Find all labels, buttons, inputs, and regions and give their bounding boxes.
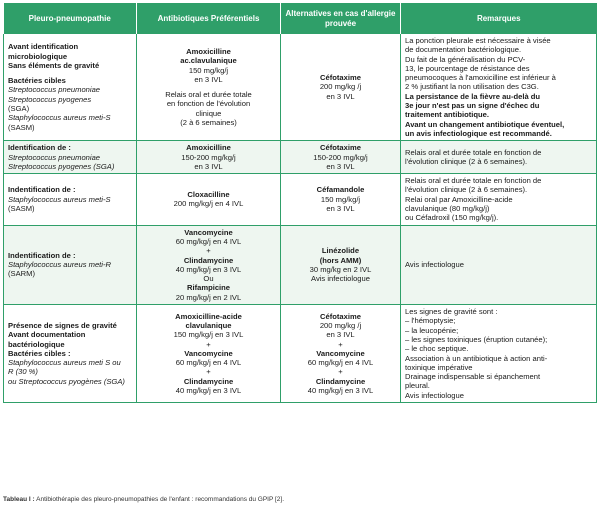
cell-text-line: (hors AMM) bbox=[319, 255, 362, 265]
cell-text-line: (SARM) bbox=[8, 269, 35, 279]
cell-text-line: Avant documentation bbox=[8, 330, 86, 340]
cell-text-line: 200 mg/kg/j en 4 IVL bbox=[173, 199, 244, 209]
cell-text-line: clavulanique bbox=[185, 320, 232, 330]
cell-text-line: microbiologique bbox=[8, 51, 68, 61]
alternative-antibiotic-cell bbox=[281, 174, 401, 225]
cell-text-line: Indentification de : bbox=[8, 250, 76, 260]
cell-text-line: pneumocoques à l'amoxicilline est inférieur à bbox=[405, 73, 556, 83]
cell-text-line: Staphylococcus aureus meti-R bbox=[8, 260, 111, 270]
cell-text-line: Rifampicine bbox=[186, 283, 231, 293]
cell-text-line: Relais oral et durée totale en fonction de bbox=[405, 176, 542, 186]
alternative-antibiotic-cell bbox=[281, 141, 401, 174]
cell-text-line: en 3 IVL bbox=[326, 330, 355, 340]
cell-text-line: 30 mg/kg en 2 IVL bbox=[309, 264, 372, 274]
cell-text-line: 200 mg/kg /j bbox=[319, 82, 362, 92]
cell-text-line: 150 mg/kg/j bbox=[320, 194, 361, 204]
cell-text-line: Staphylococcus aureus meti S ou bbox=[8, 358, 121, 368]
pathology-cell bbox=[4, 34, 137, 141]
cell-text-line: en 3 IVL bbox=[326, 204, 355, 214]
cell-text-line: 3e jour n'est pas un signe d'échec du bbox=[405, 101, 540, 111]
cell-text-line: 150-200 mg/kg/j bbox=[181, 152, 236, 162]
cell-text-line: Clindamycine bbox=[315, 376, 366, 386]
cell-text-line: – l'hémoptysie; bbox=[405, 316, 456, 326]
cell-text-line: + bbox=[338, 367, 343, 377]
cell-text-line: Avant identification bbox=[8, 42, 79, 52]
cell-text-line: + bbox=[206, 246, 211, 256]
cell-text-line: Avis infectiologue bbox=[405, 390, 464, 400]
cell-text-line: Linézolide bbox=[321, 246, 360, 256]
cell-text-line: Avant un changement antibiotique éventuel, bbox=[405, 119, 565, 129]
cell-text-line: 13, le pourcentage de résistance des bbox=[405, 63, 530, 73]
cell-text-line: Ou bbox=[203, 274, 214, 284]
preferred-antibiotic-cell bbox=[137, 174, 281, 225]
cell-text-line: ou Streptococcus pyogènes (SGA) bbox=[8, 376, 125, 386]
remarks-cell bbox=[401, 34, 597, 141]
table-row bbox=[4, 225, 597, 304]
cell-text-line: 20 mg/kg/j en 2 IVL bbox=[175, 292, 242, 302]
cell-text-line: Staphylococcus aureus meti-S bbox=[8, 113, 111, 123]
cell-text-line: de documentation bactériologique. bbox=[405, 45, 522, 55]
cell-text-line: Clindamycine bbox=[183, 376, 234, 386]
cell-text-line: Clindamycine bbox=[183, 255, 234, 265]
cell-text-line: Relais oral et durée totale bbox=[165, 90, 252, 100]
cell-text-line: 150-200 mg/kg/j bbox=[313, 152, 368, 162]
remarks-cell bbox=[401, 141, 597, 174]
cell-text-line: Avis infectiologue bbox=[405, 260, 464, 270]
cell-text-line: Association à un antibiotique à action anti- bbox=[405, 353, 548, 363]
cell-text-line: 2 % justifiant la non utilisation des C3G. bbox=[405, 82, 539, 92]
cell-text-line: + bbox=[206, 339, 211, 349]
cell-text-line: R (30 %) bbox=[8, 367, 38, 377]
cell-text-line: + bbox=[206, 367, 211, 377]
cell-text-line: en fonction de l'évolution bbox=[166, 99, 251, 109]
table-row bbox=[4, 34, 597, 141]
caption-text: Antibiothérapie des pleuro-pneumopathies de l'enfant : recommandations du GPIP [2]. bbox=[34, 496, 285, 503]
alternative-antibiotic-cell bbox=[281, 305, 401, 403]
pathology-cell bbox=[4, 141, 137, 174]
cell-text-line: (2 à 6 semaines) bbox=[180, 118, 237, 128]
cell-text-line: Streptococcus pyogenes bbox=[8, 94, 92, 104]
table-row bbox=[4, 141, 597, 174]
cell-text-line: Amoxicilline bbox=[186, 46, 231, 56]
table-caption bbox=[3, 496, 284, 503]
cell-text-line: Céfotaxime bbox=[320, 73, 361, 83]
cell-text-line: 60 mg/kg/j en 4 IVL bbox=[175, 236, 242, 246]
cell-text-line: clinique bbox=[195, 108, 222, 118]
cell-text-line: un avis infectiologique est recommandé. bbox=[405, 128, 552, 138]
alternative-antibiotic-cell bbox=[281, 34, 401, 141]
cell-text-line: 40 mg/kg/j en 3 IVL bbox=[307, 386, 374, 396]
cell-text-line: Vancomycine bbox=[184, 348, 233, 358]
preferred-antibiotic-cell bbox=[137, 141, 281, 174]
cell-text-line: Cloxacilline bbox=[187, 190, 230, 200]
cell-text-line: Amoxicilline-acide bbox=[175, 311, 242, 321]
cell-text-line: clavulanique (80 mg/kg/j) bbox=[405, 204, 490, 214]
table-row bbox=[4, 174, 597, 225]
cell-text-line: 60 mg/kg/j en 4 IVL bbox=[175, 358, 242, 368]
table-header-row bbox=[4, 3, 597, 34]
cell-text-line: 150 mg/kg/j bbox=[188, 65, 229, 75]
cell-text-line: Staphylococcus aureus meti-S bbox=[8, 194, 111, 204]
cell-text-line: Du fait de la généralisation du PCV- bbox=[405, 54, 526, 64]
preferred-antibiotic-cell bbox=[137, 225, 281, 304]
cell-text-line: Relai oral par Amoxicilline-acide bbox=[405, 194, 513, 204]
cell-text-line: Vancomycine bbox=[316, 348, 365, 358]
cell-text-line: pleural. bbox=[405, 381, 430, 391]
remarks-cell bbox=[401, 174, 597, 225]
cell-text-line: – les signes toxiniques (éruption cutanée); bbox=[405, 334, 548, 344]
cell-text-line: ou Céfadroxil (150 mg/kg/j). bbox=[405, 213, 499, 223]
cell-text-line: Streptococcus pneumoniae bbox=[8, 85, 101, 95]
cell-text-line: (SASM) bbox=[8, 122, 35, 132]
cell-text-line: – la leucopénie; bbox=[405, 325, 459, 335]
antibiotic-table bbox=[3, 3, 597, 403]
cell-text-line: l'évolution clinique (2 à 6 semaines). bbox=[405, 157, 528, 167]
cell-text-line: Streptococcus pyogenes (SGA) bbox=[8, 161, 115, 171]
cell-text-line: 150 mg/kg/j en 3 IVL bbox=[173, 330, 244, 340]
cell-text-line: Céfamandole bbox=[316, 185, 365, 195]
pathology-cell bbox=[4, 225, 137, 304]
cell-text-line: Céfotaxime bbox=[320, 311, 361, 321]
cell-text-line: Streptococcus pneumoniae bbox=[8, 152, 101, 162]
cell-text-line: Indentification de : bbox=[8, 185, 76, 195]
cell-text-line: Sans éléments de gravité bbox=[8, 60, 100, 70]
cell-text-line: La persistance de la fièvre au-delà du bbox=[405, 91, 541, 101]
table-row bbox=[4, 305, 597, 403]
cell-text-line: 40 mg/kg/j en 3 IVL bbox=[175, 264, 242, 274]
cell-text-line: Amoxicilline bbox=[186, 143, 231, 153]
cell-text-line: en 3 IVL bbox=[194, 74, 223, 84]
remarks-cell bbox=[401, 305, 597, 403]
cell-text-line: Relais oral et durée totale en fonction de bbox=[405, 147, 542, 157]
cell-text-line: ac.clavulanique bbox=[180, 56, 237, 66]
cell-text-line: Présence de signes de gravité bbox=[8, 320, 117, 330]
cell-text-line: toxinique impérative bbox=[405, 362, 473, 372]
header-alternatives: Alternatives en cas d'allergie prouvée bbox=[281, 3, 401, 34]
preferred-antibiotic-cell bbox=[137, 305, 281, 403]
pathology-cell bbox=[4, 174, 137, 225]
cell-text-line: 200 mg/kg /j bbox=[319, 320, 362, 330]
cell-text-line: Céfotaxime bbox=[320, 143, 361, 153]
cell-text-line: Bactéries cibles bbox=[8, 76, 66, 86]
header-pleuro-pneumopathie: Pleuro-pneumopathie bbox=[4, 3, 137, 34]
cell-text-line: (SASM) bbox=[8, 204, 35, 214]
cell-text-line: + bbox=[338, 339, 343, 349]
cell-text-line: l'évolution clinique (2 à 6 semaines). bbox=[405, 185, 528, 195]
cell-text-line: en 3 IVL bbox=[326, 91, 355, 101]
cell-text-line: Bactéries cibles : bbox=[8, 348, 71, 358]
pathology-cell bbox=[4, 305, 137, 403]
cell-text-line: Vancomycine bbox=[184, 227, 233, 237]
header-remarques: Remarques bbox=[401, 3, 597, 34]
cell-text-line: Avis infectiologue bbox=[311, 274, 370, 284]
cell-text-line: en 3 IVL bbox=[194, 161, 223, 171]
cell-text-line: traitement antibiotique. bbox=[405, 110, 489, 120]
header-antibiotiques: Antibiotiques Préférentiels bbox=[137, 3, 281, 34]
cell-text-line: La ponction pleurale est nécessaire à visée bbox=[405, 36, 551, 45]
cell-text-line: Drainage indispensable si épanchement bbox=[405, 372, 541, 382]
cell-text-line: bactériologique bbox=[8, 339, 65, 349]
cell-text-line: en 3 IVL bbox=[326, 161, 355, 171]
cell-text-line: (SGA) bbox=[8, 104, 30, 114]
cell-text-line: 60 mg/kg/j en 4 IVL bbox=[307, 358, 374, 368]
alternative-antibiotic-cell bbox=[281, 225, 401, 304]
caption-label: Tableau I : bbox=[3, 496, 35, 503]
cell-text-line: – le choc septique. bbox=[405, 344, 469, 354]
cell-text-line: Identification de : bbox=[8, 143, 71, 153]
preferred-antibiotic-cell bbox=[137, 34, 281, 141]
cell-text-line: Les signes de gravité sont : bbox=[405, 307, 498, 317]
remarks-cell bbox=[401, 225, 597, 304]
cell-text-line: 40 mg/kg/j en 3 IVL bbox=[175, 386, 242, 396]
